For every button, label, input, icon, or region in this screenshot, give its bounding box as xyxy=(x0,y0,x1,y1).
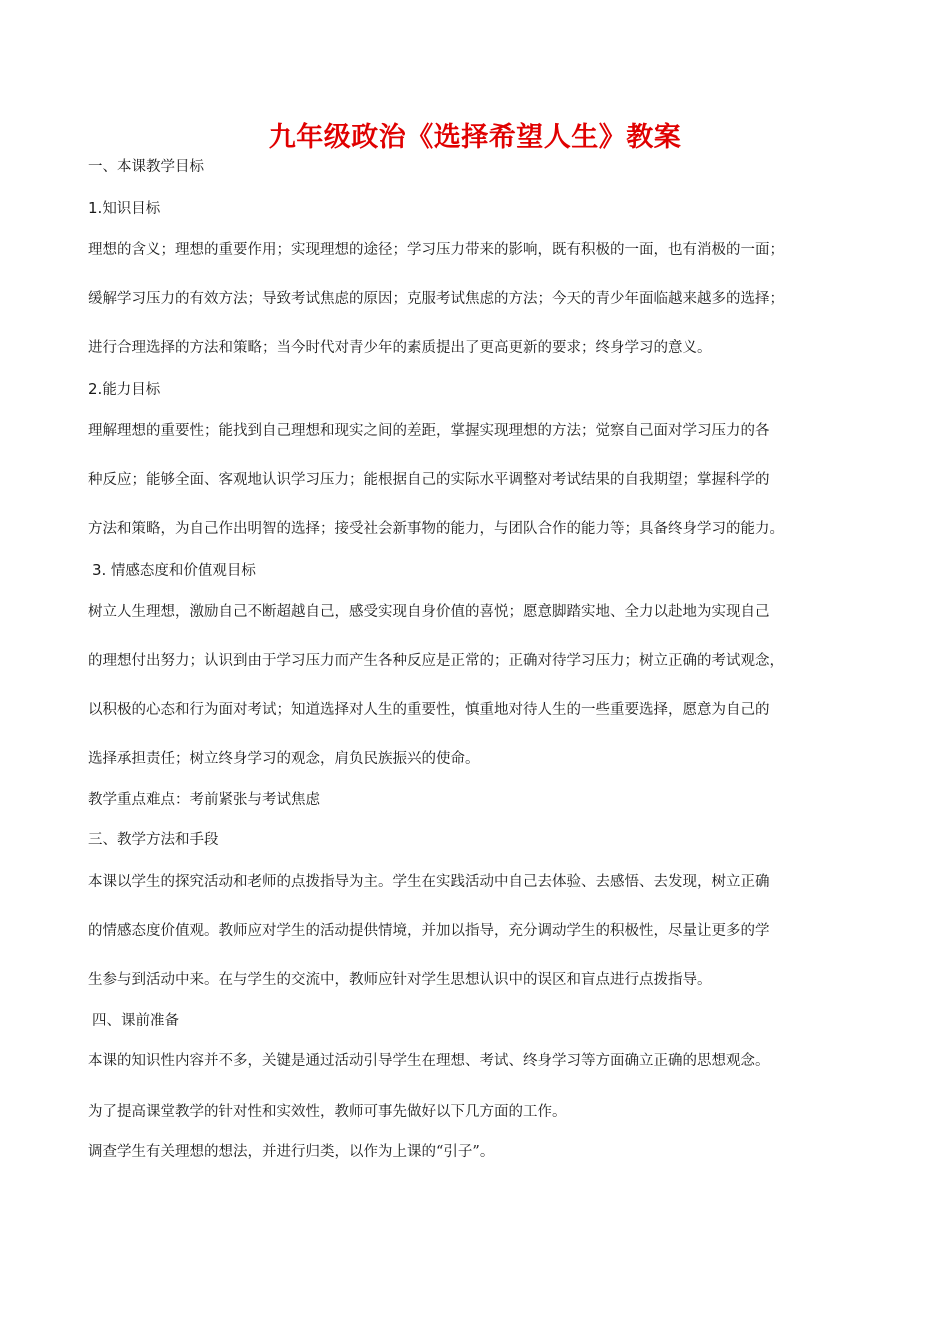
paragraph-line: 缓解学习压力的有效方法；导致考试焦虑的原因；克服考试焦虑的方法；今天的青少年面临越来越多的选择； xyxy=(88,291,784,307)
subheading-knowledge xyxy=(88,197,160,220)
paragraph-line: 为了提高课堂教学的针对性和实效性，教师可事先做好以下几方面的工作。 xyxy=(88,1104,567,1120)
paragraph-line: 调查学生有关理想的想法，并进行归类，以作为上课的“引子”。 xyxy=(88,1144,495,1160)
paragraph-line: 理解理想的重要性；能找到自己理想和现实之间的差距，掌握实现理想的方法；觉察自己面对学习压力的各 xyxy=(88,423,770,439)
paragraph-line: 以积极的心态和行为面对考试；知道选择对人生的重要性，慎重地对待人生的一些重要选择，愿意为自己的 xyxy=(88,702,770,718)
subheading-attitude xyxy=(92,559,256,582)
subheading-number: 1. xyxy=(88,199,103,217)
paragraph-line: 本课的知识性内容并不多，关键是通过活动引导学生在理想、考试、终身学习等方面确立正确的思想观念。 xyxy=(88,1053,770,1069)
subheading-ability xyxy=(88,378,160,401)
paragraph-line: 的情感态度价值观。教师应对学生的活动提供情境，并加以指导，充分调动学生的积极性，尽量让更多的学 xyxy=(88,923,770,939)
subheading-label: 知识目标 xyxy=(102,201,161,217)
paragraph-line: 进行合理选择的方法和策略；当今时代对青少年的素质提出了更高更新的要求；终身学习的意义。 xyxy=(88,340,712,356)
section-heading-preparation: 四、课前准备 xyxy=(92,1013,179,1029)
subheading-number: 3. xyxy=(92,561,107,579)
paragraph-line: 树立人生理想，激励自己不断超越自己，感受实现自身价值的喜悦；愿意脚踏实地、全力以赴地为实现自己 xyxy=(88,604,770,620)
paragraph-line: 的理想付出努力；认识到由于学习压力而产生各种反应是正常的；正确对待学习压力；树立正确的考试观念， xyxy=(88,653,784,669)
section-heading-objectives: 一、本课教学目标 xyxy=(88,159,204,175)
subheading-number: 2. xyxy=(88,380,103,398)
paragraph-line: 生参与到活动中来。在与学生的交流中，教师应针对学生思想认识中的误区和盲点进行点拨指导。 xyxy=(88,972,712,988)
key-points: 教学重点难点：考前紧张与考试焦虑 xyxy=(88,792,320,808)
paragraph-line: 种反应；能够全面、客观地认识学习压力；能根据自己的实际水平调整对考试结果的自我期望；掌握科学的 xyxy=(88,472,770,488)
paragraph-line: 方法和策略，为自己作出明智的选择；接受社会新事物的能力，与团队合作的能力等；具备终身学习的能力。 xyxy=(88,521,784,537)
paragraph-line: 本课以学生的探究活动和老师的点拨指导为主。学生在实践活动中自己去体验、去感悟、去发现，树立正确 xyxy=(88,874,770,890)
page-title: 九年级政治《选择希望人生》教案 xyxy=(268,122,682,153)
paragraph-line: 理想的含义；理想的重要作用；实现理想的途径；学习压力带来的影响，既有积极的一面，也有消极的一面； xyxy=(88,242,784,258)
subheading-label: 情感态度和价值观目标 xyxy=(106,563,256,579)
section-heading-methods: 三、教学方法和手段 xyxy=(88,832,219,848)
paragraph-line: 选择承担责任；树立终身学习的观念，肩负民族振兴的使命。 xyxy=(88,751,480,767)
subheading-label: 能力目标 xyxy=(102,382,161,398)
